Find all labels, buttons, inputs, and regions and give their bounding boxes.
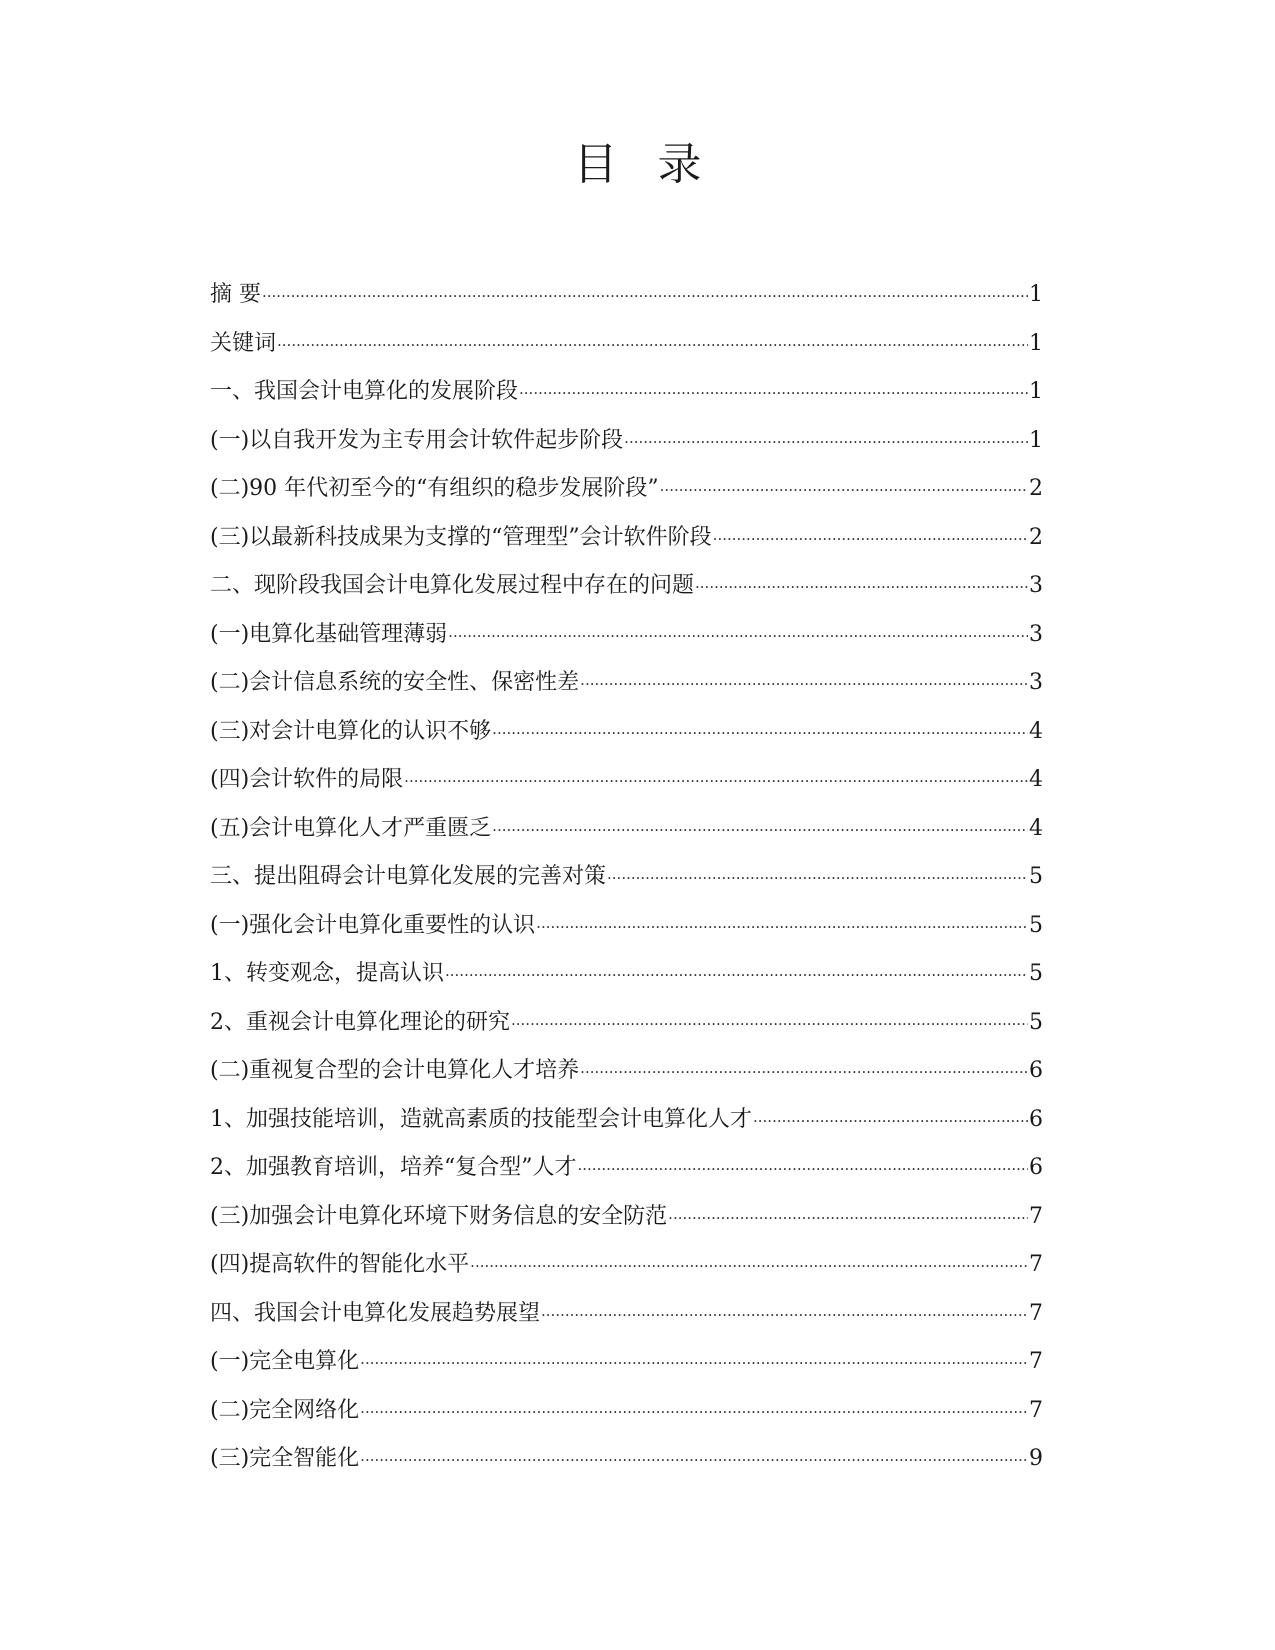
toc-entry-label: (三)完全智能化: [210, 1446, 360, 1471]
toc-entry-label: (一)以自我开发为主专用会计软件起步阶段: [210, 427, 624, 453]
toc-entry-label: (一)强化会计电算化重要性的认识: [210, 912, 536, 938]
toc-entry: [210, 914, 1043, 963]
toc-dot-leader: [404, 769, 1028, 793]
toc-dot-leader: [360, 1351, 1028, 1375]
toc-entry: [210, 526, 1043, 575]
toc-entry-label: 二、现阶段我国会计电算化发展过程中存在的问题: [210, 573, 695, 598]
toc-entry-label: (二)会计信息系统的安全性、保密性差: [210, 670, 580, 695]
toc-entry-page-number: 1: [1029, 282, 1043, 307]
toc-entry-label: 1、转变观念，提高认识: [210, 961, 444, 986]
toc-entry: [210, 865, 1043, 914]
toc-entry: [210, 1253, 1043, 1302]
toc-dot-leader: [470, 1254, 1028, 1278]
toc-entry: [210, 720, 1043, 769]
toc-entry: [210, 1108, 1043, 1157]
toc-dot-leader: [580, 1060, 1028, 1084]
toc-dot-leader: [607, 866, 1028, 890]
toc-entry-page-number: 7: [1029, 1203, 1043, 1229]
toc-entry: [210, 429, 1043, 478]
toc-entry-page-number: 4: [1029, 718, 1043, 744]
toc-entry: [210, 768, 1043, 817]
toc-dot-leader: [753, 1109, 1028, 1133]
toc-entry-label: 摘 要: [210, 282, 261, 307]
toc-entry-label: (四)会计软件的局限: [210, 767, 404, 792]
toc-entry-page-number: 3: [1029, 621, 1043, 647]
toc-entry-page-number: 4: [1029, 815, 1043, 841]
toc-dot-leader: [713, 527, 1028, 551]
toc-entry-page-number: 1: [1029, 330, 1043, 356]
toc-entry-label: (二)90 年代初至今的“有组织的稳步发展阶段”: [210, 476, 659, 501]
toc-entry-page-number: 3: [1029, 670, 1043, 695]
toc-entry: [210, 1205, 1043, 1254]
toc-entry-page-number: 1: [1029, 379, 1043, 404]
toc-entry-page-number: 7: [1029, 1349, 1043, 1374]
toc-entry: [210, 380, 1043, 429]
toc-entry-label: (三)加强会计电算化环境下财务信息的安全防范: [210, 1203, 668, 1229]
toc-entry-label: 一、我国会计电算化的发展阶段: [210, 379, 519, 404]
table-of-contents: [210, 283, 1043, 1496]
toc-entry-label: (三)以最新科技成果为支撑的“管理型”会计软件阶段: [210, 524, 712, 550]
toc-dot-leader: [578, 1157, 1029, 1181]
toc-dot-leader: [580, 672, 1028, 696]
toc-dot-leader: [519, 381, 1028, 405]
toc-entry: [210, 1399, 1043, 1448]
toc-entry-page-number: 5: [1029, 864, 1043, 889]
toc-dot-leader: [624, 430, 1028, 454]
toc-entry: [210, 1059, 1043, 1108]
toc-entry-label: 1、加强技能培训，造就高素质的技能型会计电算化人才: [210, 1106, 752, 1132]
toc-dot-leader: [492, 818, 1028, 842]
toc-entry-page-number: 5: [1029, 961, 1043, 986]
toc-entry-label: 2、重视会计电算化理论的研究: [210, 1009, 510, 1035]
toc-dot-leader: [511, 1012, 1028, 1036]
toc-dot-leader: [541, 1303, 1028, 1327]
toc-entry-label: 2、加强教育培训，培养“复合型”人才: [210, 1155, 577, 1180]
toc-dot-leader: [360, 1400, 1028, 1424]
toc-entry-label: (一)电算化基础管理薄弱: [210, 621, 448, 647]
toc-dot-leader: [660, 478, 1028, 502]
toc-entry-page-number: 7: [1029, 1397, 1043, 1423]
toc-dot-leader: [492, 721, 1028, 745]
toc-dot-leader: [445, 963, 1028, 987]
toc-entry-label: (二)完全网络化: [210, 1397, 360, 1423]
toc-entry: [210, 574, 1043, 623]
toc-entry: [210, 1302, 1043, 1351]
toc-entry: [210, 962, 1043, 1011]
toc-entry-page-number: 3: [1029, 573, 1043, 598]
toc-entry-page-number: 4: [1029, 767, 1043, 792]
page-title: 目录: [573, 139, 742, 190]
toc-entry-page-number: 5: [1029, 1009, 1043, 1035]
toc-dot-leader: [360, 1448, 1028, 1472]
toc-entry: [210, 1011, 1043, 1060]
toc-entry-label: 四、我国会计电算化发展趋势展望: [210, 1300, 541, 1326]
toc-entry-page-number: 6: [1029, 1155, 1043, 1180]
toc-entry: [210, 477, 1043, 526]
toc-dot-leader: [448, 624, 1028, 648]
toc-entry-page-number: 1: [1029, 427, 1043, 453]
toc-dot-leader: [277, 333, 1028, 357]
toc-entry: [210, 332, 1043, 381]
toc-entry-page-number: 9: [1029, 1446, 1043, 1471]
toc-entry: [210, 671, 1043, 720]
toc-entry: [210, 1447, 1043, 1496]
toc-entry-page-number: 7: [1029, 1252, 1043, 1277]
toc-entry: [210, 1350, 1043, 1399]
toc-entry-page-number: 2: [1029, 476, 1043, 501]
toc-entry-label: (三)对会计电算化的认识不够: [210, 718, 492, 744]
toc-entry-page-number: 6: [1029, 1058, 1043, 1083]
toc-dot-leader: [668, 1206, 1028, 1230]
toc-entry: [210, 817, 1043, 866]
toc-entry-label: (五)会计电算化人才严重匮乏: [210, 815, 492, 841]
toc-dot-leader: [695, 575, 1028, 599]
toc-entry-label: (一)完全电算化: [210, 1349, 360, 1374]
toc-entry-page-number: 5: [1029, 912, 1043, 938]
toc-dot-leader: [536, 915, 1028, 939]
toc-entry: [210, 283, 1043, 332]
toc-entry-page-number: 2: [1029, 524, 1043, 550]
toc-entry-label: (四)提高软件的智能化水平: [210, 1252, 470, 1277]
toc-entry-label: 三、提出阻碍会计电算化发展的完善对策: [210, 864, 607, 889]
toc-entry-page-number: 6: [1029, 1106, 1043, 1132]
toc-entry-page-number: 7: [1029, 1300, 1043, 1326]
toc-dot-leader: [262, 284, 1028, 308]
toc-entry-label: (二)重视复合型的会计电算化人才培养: [210, 1058, 580, 1083]
toc-entry: [210, 1156, 1043, 1205]
toc-entry: [210, 623, 1043, 672]
toc-entry-label: 关键词: [210, 330, 277, 356]
